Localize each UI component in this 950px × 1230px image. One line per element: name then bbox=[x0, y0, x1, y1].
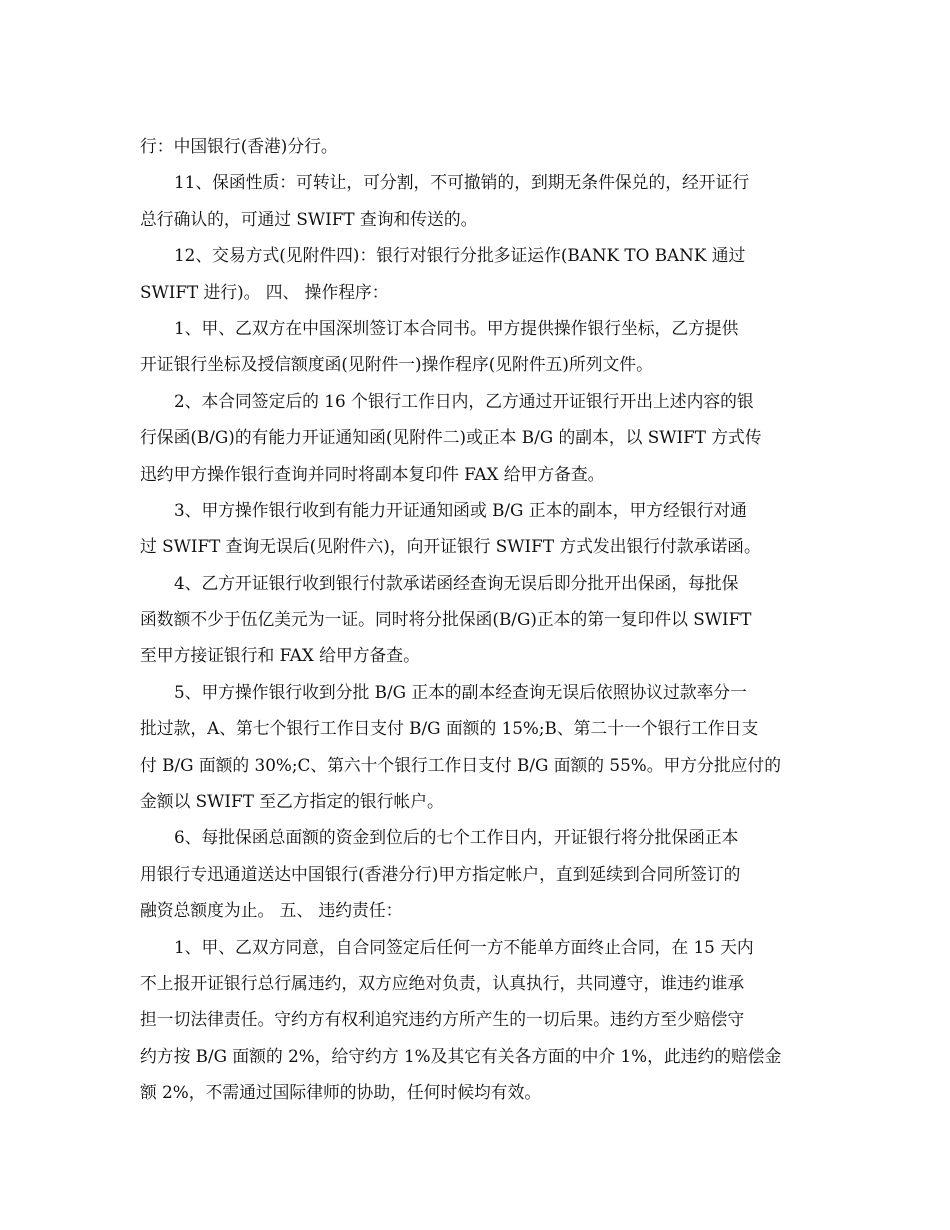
text-line: 迅约甲方操作银行查询并同时将副本复印件 FAX 给甲方备查。 bbox=[140, 463, 605, 484]
text-line: 批过款，A、第七个银行工作日支付 B/G 面额的 15%;B、第二十一个银行工作日支 bbox=[140, 718, 759, 739]
text-line: 担一切法律责任。守约方有权利追究违约方所产生的一切后果。违约方至少赔偿守 bbox=[140, 1009, 745, 1030]
text-line: 2、本合同签定后的 16 个银行工作日内，乙方通过开证银行开出上述内容的银 bbox=[174, 390, 754, 411]
text-line: 3、甲方操作银行收到有能力开证通知函或 B/G 正本的副本，甲方经银行对通 bbox=[174, 499, 747, 520]
text-line: 金额以 SWIFT 至乙方指定的银行帐户。 bbox=[140, 791, 444, 812]
text-line: 至甲方接证银行和 FAX 给甲方备查。 bbox=[140, 645, 420, 666]
text-line: 1、甲、乙双方同意，自合同签定后任何一方不能单方面终止合同，在 15 天内 bbox=[174, 936, 754, 957]
text-line: 4、乙方开证银行收到银行付款承诺函经查询无误后即分批开出保函，每批保 bbox=[174, 572, 739, 593]
text-line: 函数额不少于伍亿美元为一证。同时将分批保函(B/G)正本的第一复印件以 SWIFT bbox=[140, 609, 752, 630]
text-line: 不上报开证银行总行属违约，双方应绝对负责，认真执行，共同遵守，谁违约谁承 bbox=[140, 972, 745, 993]
document-body bbox=[140, 128, 815, 1111]
text-line: 行保函(B/G)的有能力开证通知函(见附件二)或正本 B/G 的副本，以 SWIFT 方式传 bbox=[140, 427, 762, 448]
text-line: SWIFT 进行)。 四、 操作程序： bbox=[140, 281, 389, 302]
text-line: 开证银行坐标及授信额度函(见附件一)操作程序(见附件五)所列文件。 bbox=[140, 354, 653, 375]
text-line: 额 2%，不需通过国际律师的协助，任何时候均有效。 bbox=[140, 1082, 542, 1103]
text-line: 11、保函性质：可转让，可分割，不可撤销的，到期无条件保兑的，经开证行 bbox=[174, 172, 750, 193]
text-line: 12、交易方式(见附件四)：银行对银行分批多证运作(BANK TO BANK 通过 bbox=[174, 245, 746, 266]
text-line: 5、甲方操作银行收到分批 B/G 正本的副本经查询无误后依照协议过款率分一 bbox=[174, 681, 747, 702]
text-line: 6、每批保函总面额的资金到位后的七个工作日内，开证银行将分批保函正本 bbox=[174, 827, 739, 848]
text-line: 过 SWIFT 查询无误后(见附件六)，向开证银行 SWIFT 方式发出银行付款承诺函。 bbox=[140, 536, 761, 557]
text-line: 行：中国银行(香港)分行。 bbox=[140, 136, 338, 156]
text-line: 付 B/G 面额的 30%;C、第六十个银行工作日支付 B/G 面额的 55%。甲方分批应付的 bbox=[140, 754, 781, 775]
text-line: 融资总额度为止。 五、 违约责任： bbox=[140, 900, 403, 921]
text-line: 1、甲、乙双方在中国深圳签订本合同书。甲方提供操作银行坐标，乙方提供 bbox=[174, 317, 739, 338]
text-line: 约方按 B/G 面额的 2%，给守约方 1%及其它有关各方面的中介 1%，此违约的赔偿金 bbox=[140, 1045, 782, 1066]
text-line: 用银行专迅通道送达中国银行(香港分行)甲方指定帐户，直到延续到合同所签订的 bbox=[140, 863, 741, 884]
text-line: 总行确认的，可通过 SWIFT 查询和传送的。 bbox=[140, 208, 478, 229]
